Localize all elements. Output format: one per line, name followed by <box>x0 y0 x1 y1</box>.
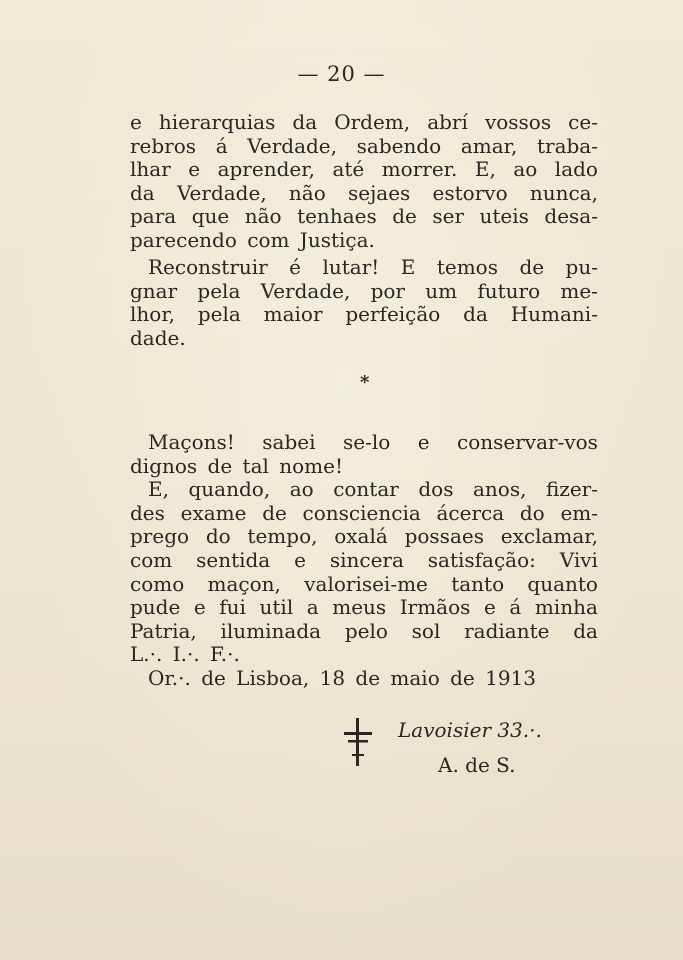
text-line: lhor, pela maior perfeição da Humani- <box>130 302 598 327</box>
text-line: prego do tempo, oxalá possaes exclamar, <box>130 524 598 549</box>
paragraph-2 <box>130 256 598 350</box>
text-line: e hierarquias da Ordem, abrí vossos ce- <box>130 110 598 134</box>
text-line: Reconstruir é lutar! E temos de pu- <box>148 255 598 279</box>
text-line: lhar e aprender, até morrer. E, ao lado <box>130 157 598 182</box>
signature-name: Lavoisier 33.·. <box>398 718 542 742</box>
text-line: da Verdade, não sejaes estorvo nunca, <box>130 180 598 205</box>
text-line: Patria, iluminada pelo sol radiante da <box>130 618 598 643</box>
masonic-cross-icon <box>342 718 374 766</box>
text-line: com sentida e sincera satisfação: Vivi <box>130 547 598 572</box>
text-line: gnar pela Verdade, por um futuro me- <box>130 278 598 303</box>
page-number: — 20 — <box>297 62 386 86</box>
paragraph-1 <box>130 111 598 253</box>
text-line: Maçons! sabei se-lo e conservar-vos <box>148 430 598 454</box>
text-line: dade. <box>130 325 186 350</box>
text-line: pude e fui util a meus Irmãos e á minha <box>130 595 598 620</box>
text-line: rebros á Verdade, sabendo amar, traba- <box>130 133 598 158</box>
text-line: Or.·. de Lisboa, 18 de maio de 1913 <box>148 665 536 690</box>
section-separator: * <box>360 372 370 393</box>
signature-initials: A. de S. <box>438 753 516 777</box>
text-line: des exame de consciencia ácerca do em- <box>130 500 598 525</box>
text-line: para que não tenhaes de ser uteis desa- <box>130 204 598 229</box>
paragraph-3 <box>130 431 598 691</box>
text-line: E, quando, ao contar dos anos, fizer- <box>148 477 598 502</box>
text-line: L.·. I.·. F.·. <box>130 642 240 667</box>
text-line: como maçon, valorisei-me tanto quanto <box>130 571 598 596</box>
signature-block <box>342 718 602 788</box>
text-line: parecendo com Justiça. <box>130 227 375 252</box>
text-line: dignos de tal nome! <box>130 453 344 478</box>
